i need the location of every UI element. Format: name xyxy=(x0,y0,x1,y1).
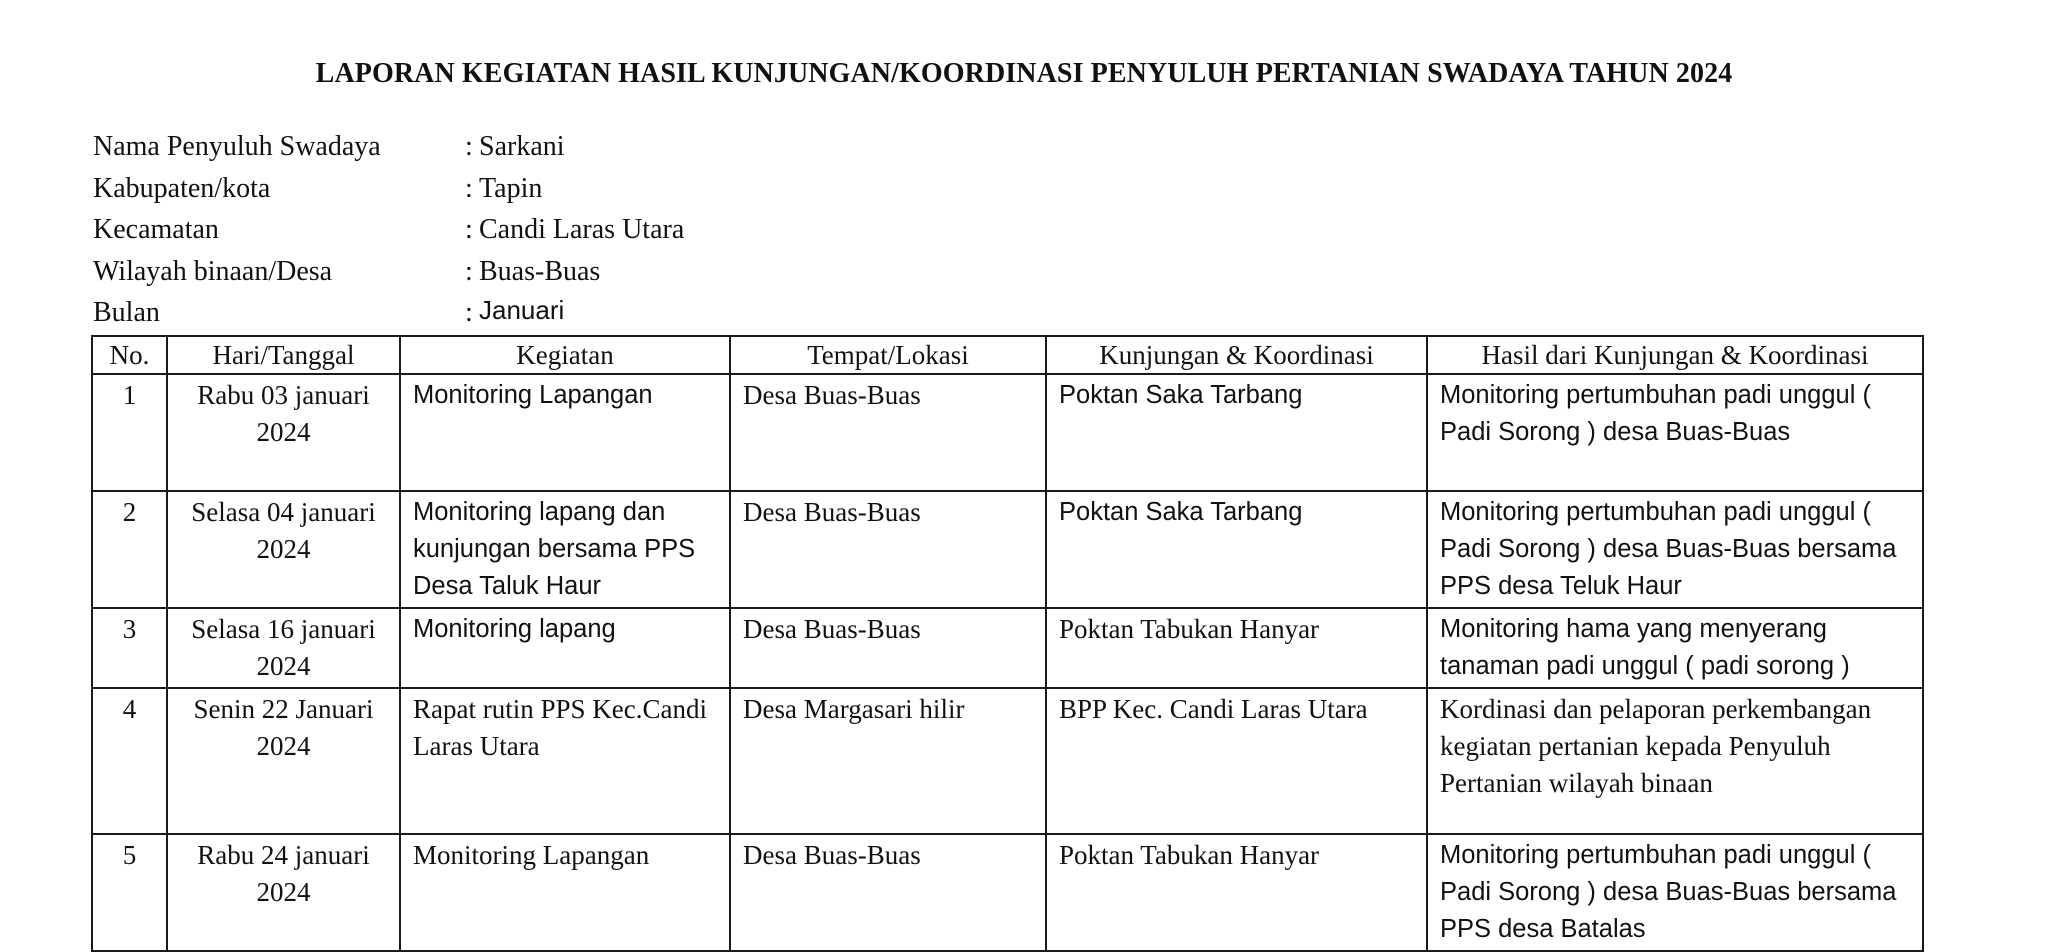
column-header-location: Tempat/Lokasi xyxy=(730,336,1046,374)
info-label: Kabupaten/kota xyxy=(93,172,271,204)
table-row xyxy=(92,688,1923,834)
cell-date: Rabu 24 januari 2024 xyxy=(167,834,400,951)
cell-date: Senin 22 Januari 2024 xyxy=(167,688,400,834)
table-row xyxy=(92,491,1923,608)
info-label: Kecamatan xyxy=(93,214,219,245)
cell-activity: Rapat rutin PPS Kec.Candi Laras Utara xyxy=(400,688,730,834)
column-header-activity: Kegiatan xyxy=(400,336,730,374)
column-header-no: No. xyxy=(92,336,167,374)
info-row-kabupaten xyxy=(93,168,684,210)
cell-visit: Poktan Saka Tarbang xyxy=(1046,374,1427,491)
column-header-result: Hasil dari Kunjungan & Koordinasi xyxy=(1427,336,1923,374)
cell-no: 4 xyxy=(92,688,167,834)
info-value: Tapin xyxy=(479,172,543,204)
info-label: Wilayah binaan/Desa xyxy=(93,255,333,287)
info-colon: : xyxy=(465,297,473,328)
info-value: Januari xyxy=(479,295,565,325)
cell-location: Desa Buas-Buas xyxy=(730,834,1046,951)
cell-result: Monitoring pertumbuhan padi unggul ( Padi Sorong ) desa Buas-Buas xyxy=(1427,374,1923,491)
cell-location: Desa Buas-Buas xyxy=(730,608,1046,688)
cell-no: 5 xyxy=(92,834,167,951)
cell-result: Monitoring pertumbuhan padi unggul ( Padi Sorong ) desa Buas-Buas bersama PPS desa Batalas xyxy=(1427,834,1923,951)
info-colon: : xyxy=(465,172,473,204)
cell-date: Selasa 16 januari 2024 xyxy=(167,608,400,688)
info-colon: : xyxy=(465,255,473,287)
info-row-bulan xyxy=(93,292,684,334)
table-row xyxy=(92,608,1923,688)
cell-no: 3 xyxy=(92,608,167,688)
info-value: Candi Laras Utara xyxy=(479,214,685,245)
cell-activity: Monitoring Lapangan xyxy=(400,374,730,491)
cell-result: Kordinasi dan pelaporan perkembangan kegiatan pertanian kepada Penyuluh Pertanian wilayah binaan xyxy=(1427,688,1923,834)
cell-visit: Poktan Tabukan Hanyar xyxy=(1046,608,1427,688)
activity-table xyxy=(91,335,1924,952)
cell-date: Rabu 03 januari 2024 xyxy=(167,374,400,491)
info-row-penyuluh xyxy=(93,126,684,168)
cell-no: 2 xyxy=(92,491,167,608)
info-value: Buas-Buas xyxy=(479,255,601,287)
column-header-date: Hari/Tanggal xyxy=(167,336,400,374)
table-header-row xyxy=(92,336,1923,374)
info-colon: : xyxy=(465,131,473,162)
cell-activity: Monitoring lapang dan kunjungan bersama PPS Desa Taluk Haur xyxy=(400,491,730,608)
cell-visit: Poktan Tabukan Hanyar xyxy=(1046,834,1427,951)
cell-visit: BPP Kec. Candi Laras Utara xyxy=(1046,688,1427,834)
cell-activity: Monitoring Lapangan xyxy=(400,834,730,951)
cell-location: Desa Buas-Buas xyxy=(730,491,1046,608)
report-info xyxy=(93,126,684,334)
report-title: LAPORAN KEGIATAN HASIL KUNJUNGAN/KOORDINASI PENYULUH PERTANIAN SWADAYA TAHUN 2024 xyxy=(315,58,1733,89)
cell-date: Selasa 04 januari 2024 xyxy=(167,491,400,608)
cell-result: Monitoring hama yang menyerang tanaman padi unggul ( padi sorong ) xyxy=(1427,608,1923,688)
info-label: Bulan xyxy=(93,297,160,328)
cell-visit: Poktan Saka Tarbang xyxy=(1046,491,1427,608)
table-row xyxy=(92,374,1923,491)
info-row-kecamatan xyxy=(93,209,684,251)
column-header-visit: Kunjungan & Koordinasi xyxy=(1046,336,1427,374)
info-label: Nama Penyuluh Swadaya xyxy=(93,131,381,162)
cell-location: Desa Buas-Buas xyxy=(730,374,1046,491)
info-value: Sarkani xyxy=(479,131,565,162)
info-colon: : xyxy=(465,214,473,245)
table-row xyxy=(92,834,1923,951)
cell-activity: Monitoring lapang xyxy=(400,608,730,688)
cell-result: Monitoring pertumbuhan padi unggul ( Padi Sorong ) desa Buas-Buas bersama PPS desa Teluk Haur xyxy=(1427,491,1923,608)
info-row-wilayah xyxy=(93,251,684,293)
cell-location: Desa Margasari hilir xyxy=(730,688,1046,834)
cell-no: 1 xyxy=(92,374,167,491)
